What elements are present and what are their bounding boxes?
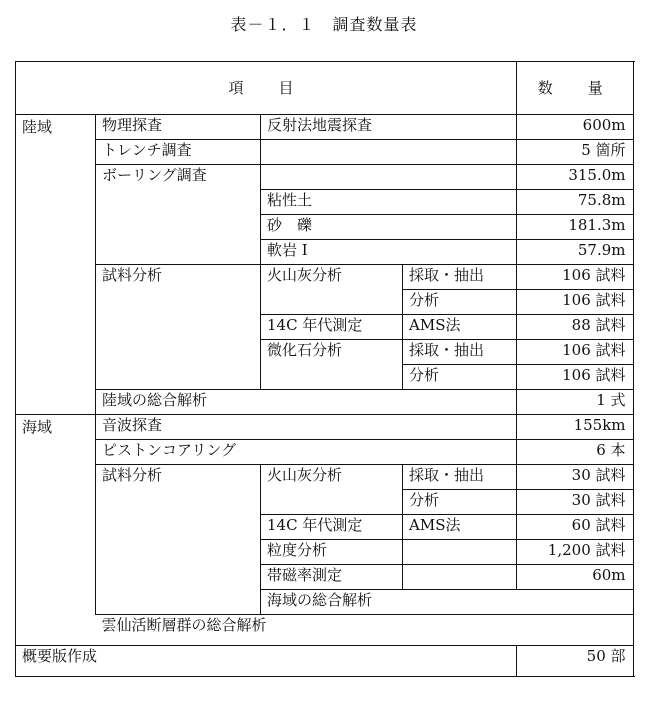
summary-qty: 50 部: [517, 646, 634, 677]
land-analysis-label: 試料分析: [96, 265, 261, 390]
land-physical-label: 物理探査: [96, 115, 261, 140]
sea-piston-label: ピストンコアリング: [96, 440, 517, 465]
land-boring-method: [261, 165, 517, 190]
land-clay-label: 粘性土: [261, 190, 517, 215]
land-ash-label: 火山灰分析: [261, 265, 403, 315]
land-fossil-label: 微化石分析: [261, 340, 403, 390]
land-ash-analysis: 分析: [403, 290, 517, 315]
table-row: [16, 390, 634, 415]
land-fossil-analysis-qty: 106 試料: [517, 365, 634, 390]
land-gravel-qty: 181.3m: [517, 215, 634, 240]
table-row: [16, 140, 634, 165]
land-boring-qty: 315.0m: [517, 165, 634, 190]
land-gravel-label: 砂 礫: [261, 215, 517, 240]
sea-grain-label: 粒度分析: [261, 540, 403, 565]
table-row: [16, 615, 634, 646]
table-row: [16, 465, 634, 490]
sea-magnetic-label: 帯磁率測定: [261, 565, 403, 590]
header-quantity: 数 量: [517, 62, 634, 115]
sea-analysis-label: 試料分析: [96, 465, 261, 615]
unzen-label: 雲仙活断層群の総合解析: [96, 615, 634, 646]
sea-ash-analysis: 分析: [403, 490, 517, 515]
land-physical-qty: 600m: [517, 115, 634, 140]
land-boring-label: ボーリング調査: [96, 165, 261, 265]
sea-ash-sampling-qty: 30 試料: [517, 465, 634, 490]
table-row: [16, 646, 634, 677]
land-trench-method: [261, 140, 517, 165]
land-fossil-sampling-qty: 106 試料: [517, 340, 634, 365]
land-softrock-qty: 57.9m: [517, 240, 634, 265]
sea-ash-label: 火山灰分析: [261, 465, 403, 515]
land-ash-sampling: 採取・抽出: [403, 265, 517, 290]
sea-piston-qty: 6 本: [517, 440, 634, 465]
land-trench-label: トレンチ調査: [96, 140, 261, 165]
sea-grain-method: [403, 540, 517, 565]
land-clay-qty: 75.8m: [517, 190, 634, 215]
land-trench-qty: 5 箇所: [517, 140, 634, 165]
sea-magnetic-method: [403, 565, 517, 590]
sea-label: 海域: [16, 415, 96, 646]
sea-ash-sampling: 採取・抽出: [403, 465, 517, 490]
land-physical-method: 反射法地震探査: [261, 115, 517, 140]
land-c14-method: AMS法: [403, 315, 517, 340]
summary-label: 概要版作成: [16, 646, 517, 677]
sea-ash-analysis-qty: 30 試料: [517, 490, 634, 515]
table-row: [16, 165, 634, 190]
sea-sonic-label: 音波探査: [96, 415, 517, 440]
sea-c14-label: 14C 年代測定: [261, 515, 403, 540]
table-row: [16, 415, 634, 440]
table-header-row: [16, 62, 634, 115]
land-softrock-label: 軟岩 I: [261, 240, 517, 265]
table-caption: 表－１．１ 調査数量表: [230, 15, 418, 34]
land-overall-qty: 1 式: [517, 390, 634, 415]
sea-overall-label: 海域の総合解析: [261, 590, 634, 615]
sea-magnetic-qty: 60m: [517, 565, 634, 590]
sea-c14-qty: 60 試料: [517, 515, 634, 540]
table-row: [16, 115, 634, 140]
sea-sonic-qty: 155km: [517, 415, 634, 440]
land-c14-label: 14C 年代測定: [261, 315, 403, 340]
table-row: [16, 265, 634, 290]
sea-grain-qty: 1,200 試料: [517, 540, 634, 565]
table-row: [16, 440, 634, 465]
header-item: 項 目: [16, 62, 517, 115]
land-c14-qty: 88 試料: [517, 315, 634, 340]
land-fossil-sampling: 採取・抽出: [403, 340, 517, 365]
land-fossil-analysis: 分析: [403, 365, 517, 390]
land-ash-analysis-qty: 106 試料: [517, 290, 634, 315]
land-overall-label: 陸域の総合解析: [96, 390, 517, 415]
survey-quantity-table: [15, 61, 634, 677]
sea-c14-method: AMS法: [403, 515, 517, 540]
land-ash-sampling-qty: 106 試料: [517, 265, 634, 290]
land-label: 陸域: [16, 115, 96, 415]
